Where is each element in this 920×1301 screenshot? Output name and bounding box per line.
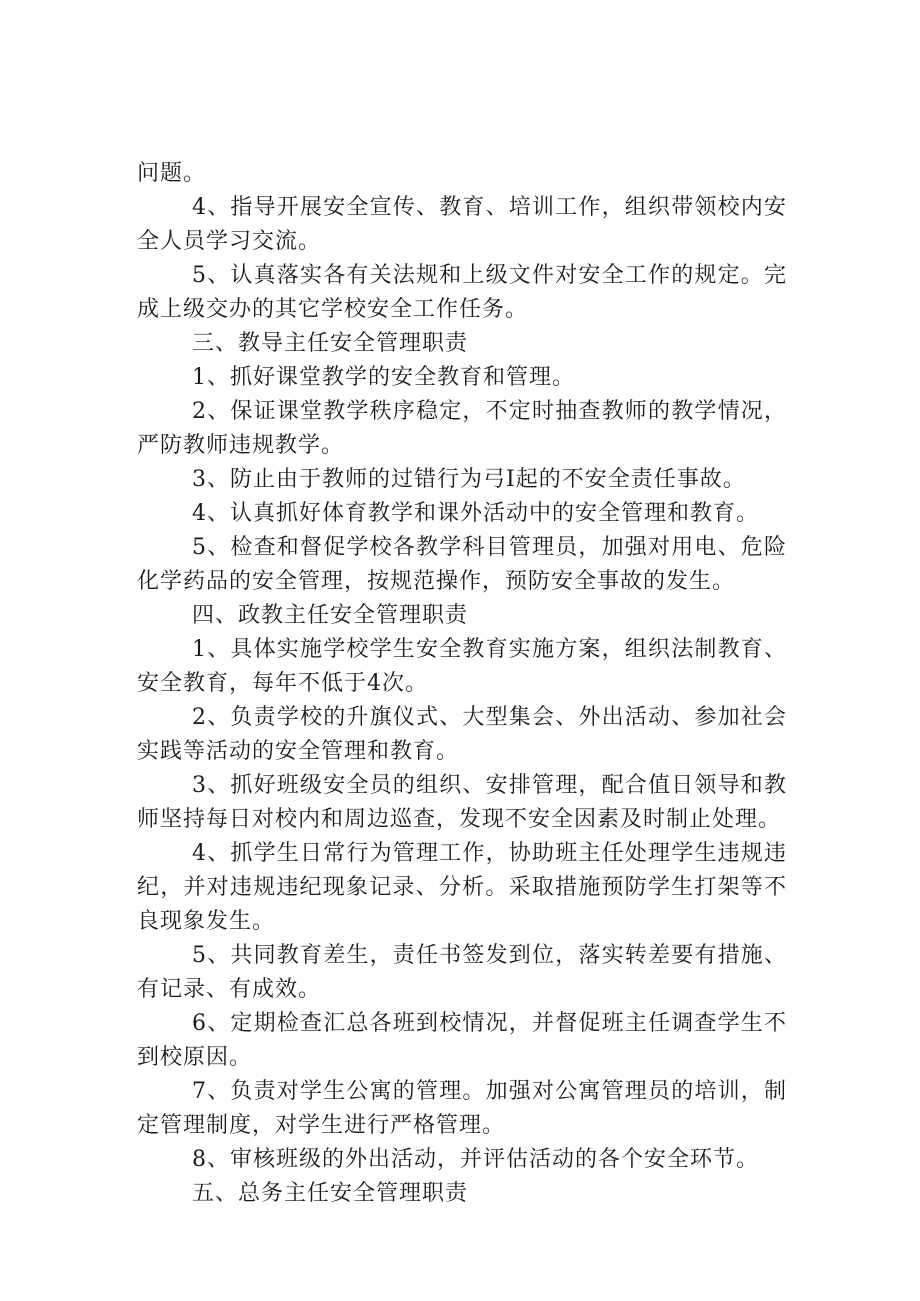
paragraph-item: 2、保证课堂教学秩序稳定，不定时抽查教师的教学情况，严防教师违规教学。 xyxy=(137,399,787,458)
paragraph-item: 3、防止由于教师的过错行为弓I起的不安全责任事故。 xyxy=(192,467,746,492)
paragraph-item: 4、抓学生日常行为管理工作，协助班主任处理学生违规违纪，并对违规违纪现象记录、分析。采取措施预防学生打架等不良现象发生。 xyxy=(137,841,787,934)
paragraph-item: 5、认真落实各有关法规和上级文件对安全工作的规定。完成上级交办的其它学校安全工作任务。 xyxy=(137,263,787,322)
paragraph-item: 1、抓好课堂教学的安全教育和管理。 xyxy=(192,365,575,390)
section-heading: 三、教导主任安全管理职责 xyxy=(192,331,469,356)
paragraph-continuation: 问题。 xyxy=(137,161,207,186)
paragraph-item: 2、负责学校的升旗仪式、大型集会、外出活动、参加社会实践等活动的安全管理和教育。 xyxy=(137,705,787,764)
paragraph-item: 4、指导开展安全宣传、教育、培训工作，组织带领校内安全人员学习交流。 xyxy=(137,195,787,254)
document-body xyxy=(137,157,787,1211)
paragraph-item: 8、审核班级的外出活动，并评估活动的各个安全环节。 xyxy=(192,1147,759,1172)
section-heading: 五、总务主任安全管理职责 xyxy=(192,1181,469,1206)
paragraph-item: 4、认真抓好体育教学和课外活动中的安全管理和教育。 xyxy=(192,501,759,526)
paragraph-item: 7、负责对学生公寓的管理。加强对公寓管理员的培训，制定管理制度，对学生进行严格管理。 xyxy=(137,1079,787,1138)
paragraph-item: 6、定期检查汇总各班到校情况，并督促班主任调查学生不到校原因。 xyxy=(137,1011,787,1070)
paragraph-item: 5、共同教育差生，责任书签发到位，落实转差要有措施、有记录、有成效。 xyxy=(137,943,787,1002)
paragraph-item: 3、抓好班级安全员的组织、安排管理，配合值日领导和教师坚持每日对校内和周边巡查，发现不安全因素及时制止处理。 xyxy=(137,773,787,832)
section-heading: 四、政教主任安全管理职责 xyxy=(192,603,469,628)
paragraph-item: 1、具体实施学校学生安全教育实施方案，组织法制教育、安全教育，每年不低于4次。 xyxy=(137,637,787,696)
paragraph-item: 5、检查和督促学校各教学科目管理员，加强对用电、危险化学药品的安全管理，按规范操作，预防安全事故的发生。 xyxy=(137,535,787,594)
